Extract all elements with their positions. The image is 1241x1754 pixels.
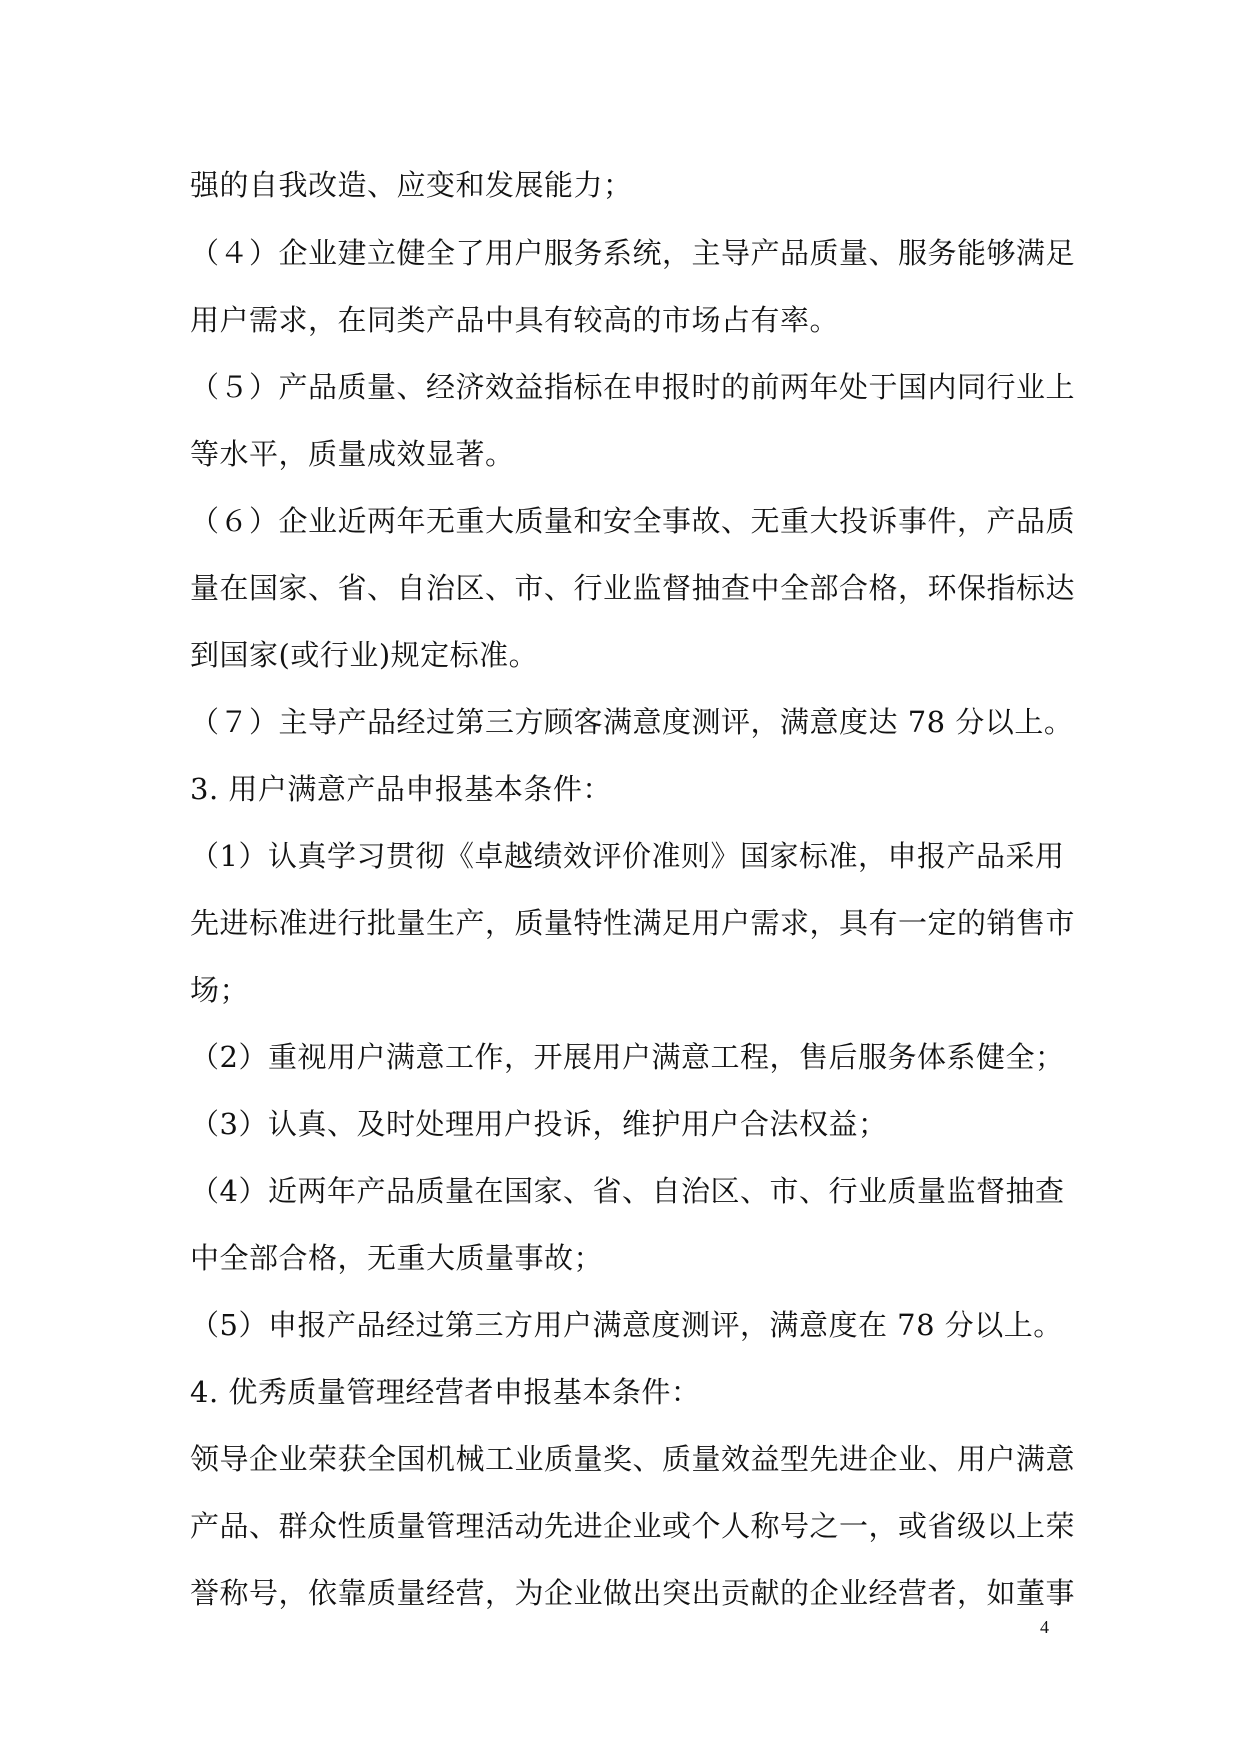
section-heading: 4. 优秀质量管理经营者申报基本条件： (190, 1375, 701, 1409)
text-line: （5）申报产品经过第三方用户满意度测评，满意度在 78 分以上。 (190, 1308, 1063, 1342)
text-line: （５）产品质量、经济效益指标在申报时的前两年处于国内同行业上 (190, 370, 1076, 404)
page-number: 4 (1040, 1617, 1049, 1637)
section-heading: 3. 用户满意产品申报基本条件： (190, 772, 612, 806)
text-line: （７）主导产品经过第三方顾客满意度测评，满意度达 78 分以上。 (190, 705, 1074, 739)
text-line: （1）认真学习贯彻《卓越绩效评价准则》国家标准，申报产品采用 (190, 839, 1065, 873)
text-line: 中全部合格，无重大质量事故； (190, 1241, 604, 1275)
text-line: 强的自我改造、应变和发展能力； (190, 168, 633, 202)
text-line: 等水平，质量成效显著。 (190, 437, 515, 471)
text-line: （2）重视用户满意工作，开展用户满意工程，售后服务体系健全； (190, 1040, 1065, 1074)
text-line: 誉称号，依靠质量经营，为企业做出突出贡献的企业经营者，如董事 (190, 1576, 1076, 1610)
text-line: （４）企业建立健全了用户服务系统，主导产品质量、服务能够满足 (190, 236, 1076, 270)
text-line: 场； (190, 973, 250, 1007)
text-line: 领导企业荣获全国机械工业质量奖、质量效益型先进企业、用户满意 (190, 1442, 1076, 1476)
text-line: 产品、群众性质量管理活动先进企业或个人称号之一，或省级以上荣 (190, 1509, 1076, 1543)
text-line: 用户需求，在同类产品中具有较高的市场占有率。 (190, 303, 840, 337)
text-line: （3）认真、及时处理用户投诉，维护用户合法权益； (190, 1107, 888, 1141)
text-line: （4）近两年产品质量在国家、省、自治区、市、行业质量监督抽查 (190, 1174, 1065, 1208)
text-line: 先进标准进行批量生产，质量特性满足用户需求，具有一定的销售市 (190, 906, 1076, 940)
text-line: 量在国家、省、自治区、市、行业监督抽查中全部合格，环保指标达 (190, 571, 1076, 605)
text-line: （６）企业近两年无重大质量和安全事故、无重大投诉事件，产品质 (190, 504, 1076, 538)
text-line: 到国家(或行业)规定标准。 (190, 638, 539, 672)
